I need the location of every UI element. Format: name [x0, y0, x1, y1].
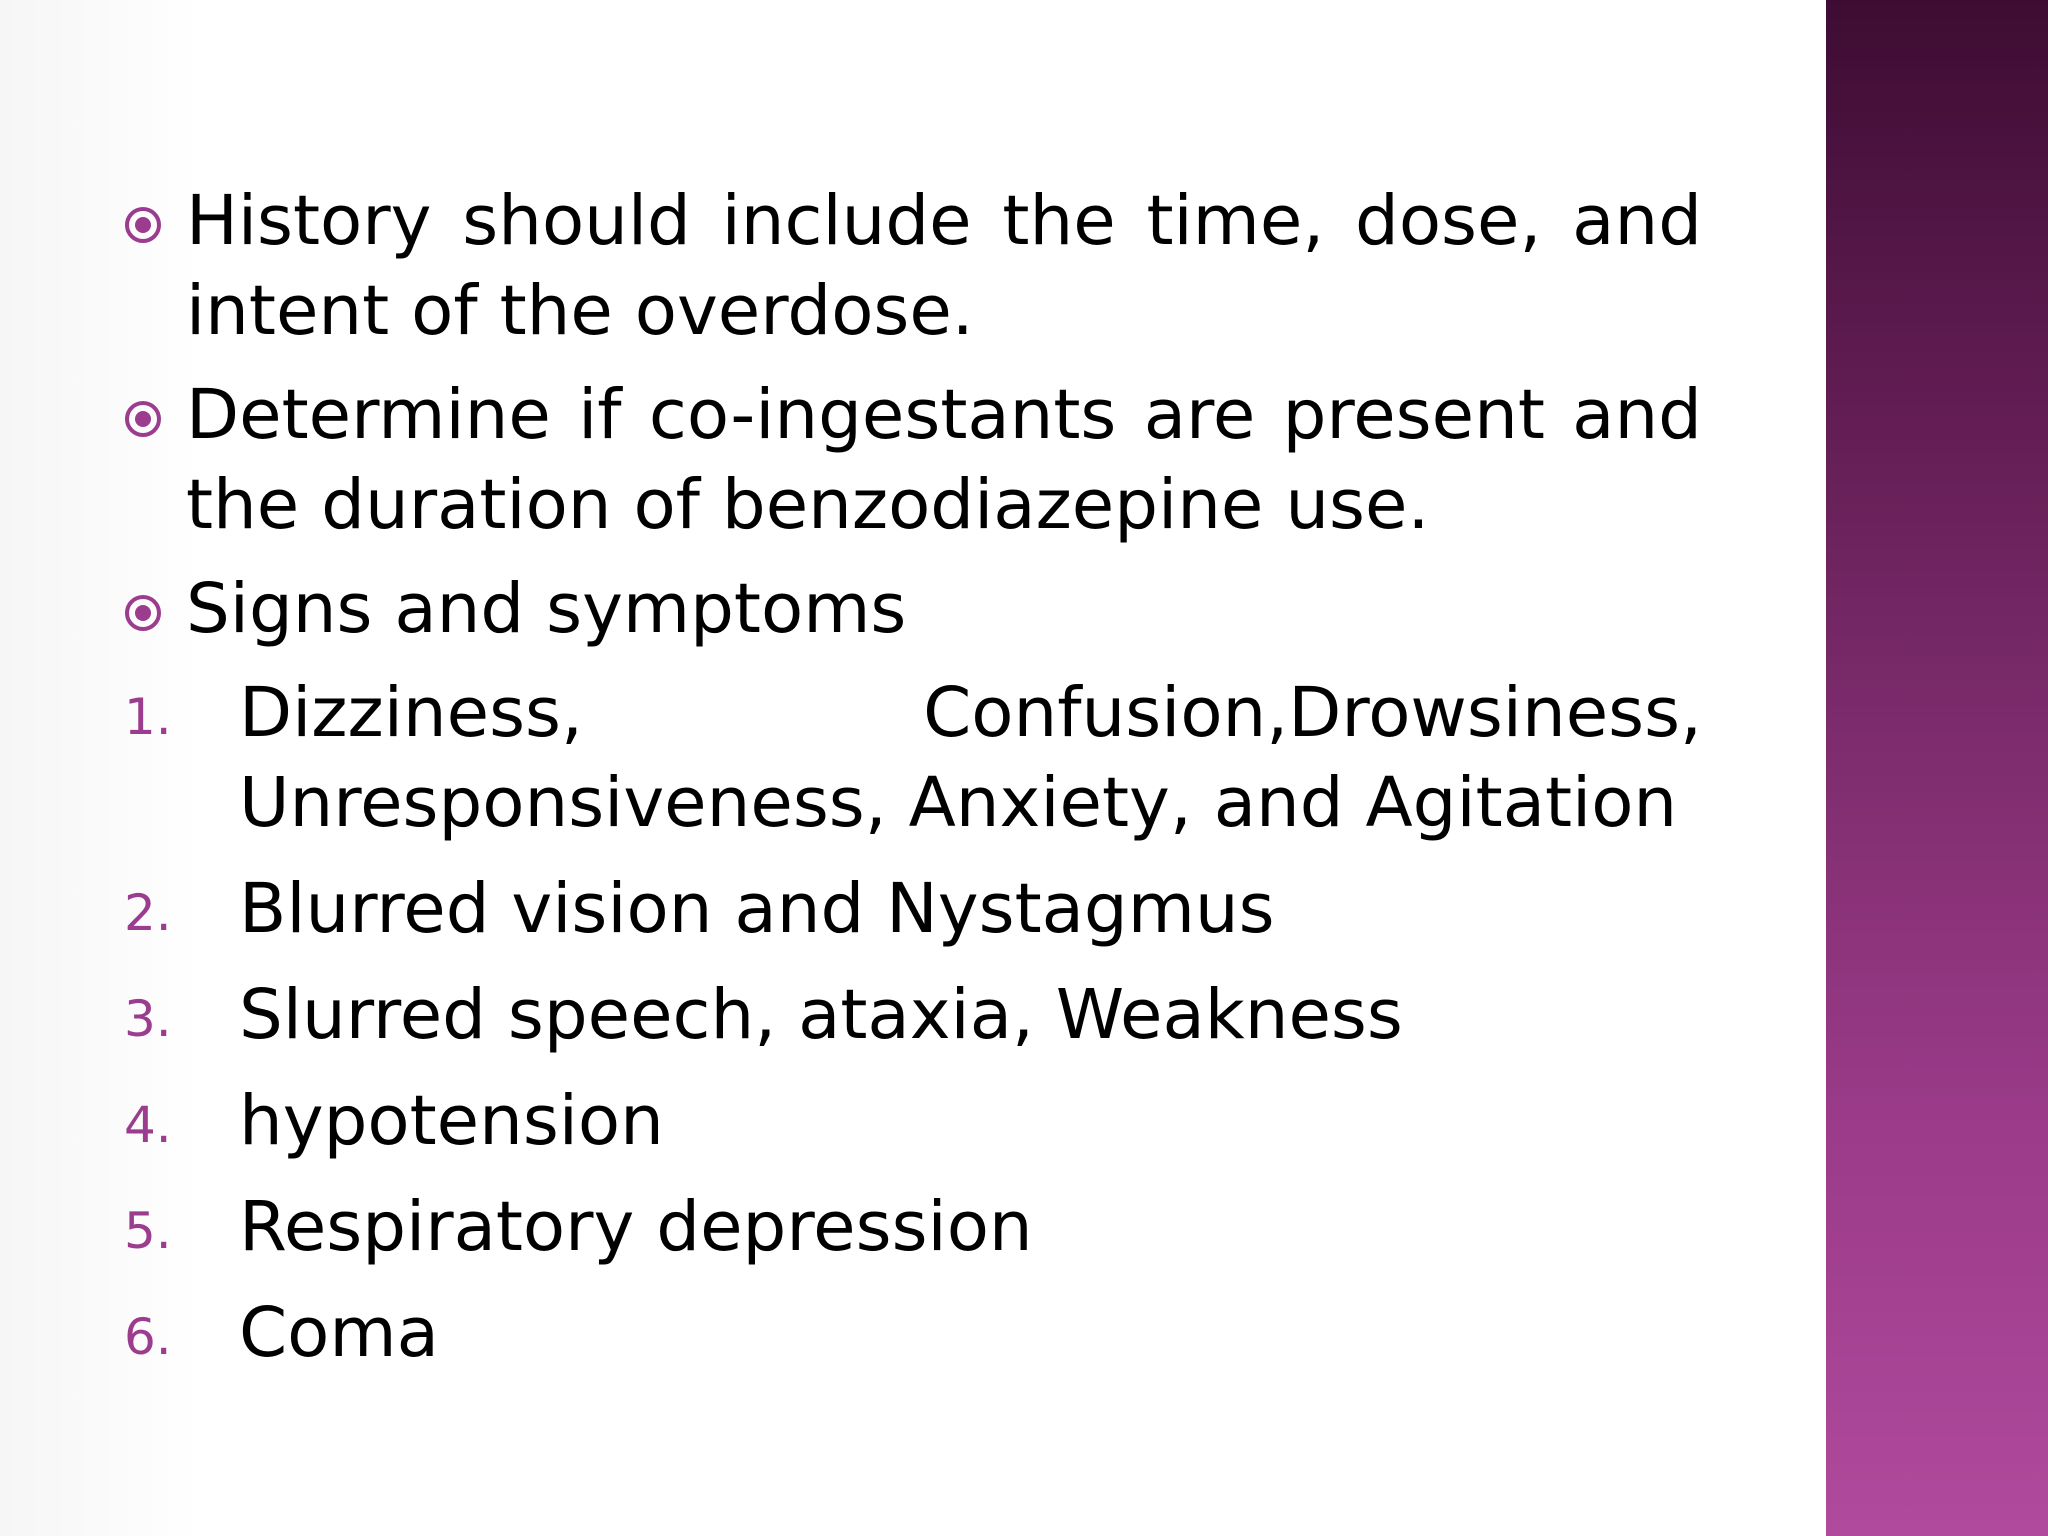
- symptom-item: [124, 1076, 1702, 1166]
- symptom-text: Blurred vision and Nystagmus: [239, 869, 1275, 949]
- symptom-item: [124, 864, 1702, 954]
- radio-bullet-icon: [124, 206, 162, 244]
- bullet-list: [124, 176, 1702, 668]
- symptom-text: Coma: [239, 1293, 439, 1373]
- bullet-text: Signs and symptoms: [186, 569, 907, 649]
- bullet-item-history: [124, 176, 1702, 356]
- radio-bullet-icon: [124, 400, 162, 438]
- symptom-text: Respiratory depression: [239, 1187, 1033, 1267]
- symptom-item: [124, 668, 1702, 848]
- symptom-text: hypotension: [239, 1081, 664, 1161]
- item-number: 5.: [124, 1202, 172, 1260]
- purple-side-band: [1826, 0, 2048, 1536]
- item-number: 2.: [124, 884, 172, 942]
- symptom-item: [124, 1288, 1702, 1378]
- symptom-text-line: Dizziness, Confusion,Drowsiness,: [239, 673, 1702, 753]
- symptom-text-line: Unresponsiveness, Anxiety, and Agitation: [239, 763, 1678, 843]
- symptom-text: Slurred speech, ataxia, Weakness: [239, 975, 1403, 1055]
- item-number: 4.: [124, 1096, 172, 1154]
- symptom-item: [124, 1182, 1702, 1272]
- symptom-item: [124, 970, 1702, 1060]
- bullet-item-signs: [124, 564, 1702, 654]
- symptom-list: [124, 668, 1702, 1394]
- item-number: 6.: [124, 1308, 172, 1366]
- bullet-text: History should include the time, dose, and intent of the overdose.: [186, 181, 1702, 351]
- bullet-text: Determine if co-ingestants are present and the duration of benzodiazepine use.: [186, 375, 1702, 545]
- item-number: 1.: [124, 688, 172, 746]
- radio-bullet-icon: [124, 594, 162, 632]
- item-number: 3.: [124, 990, 172, 1048]
- bullet-item-co-ingestants: [124, 370, 1702, 550]
